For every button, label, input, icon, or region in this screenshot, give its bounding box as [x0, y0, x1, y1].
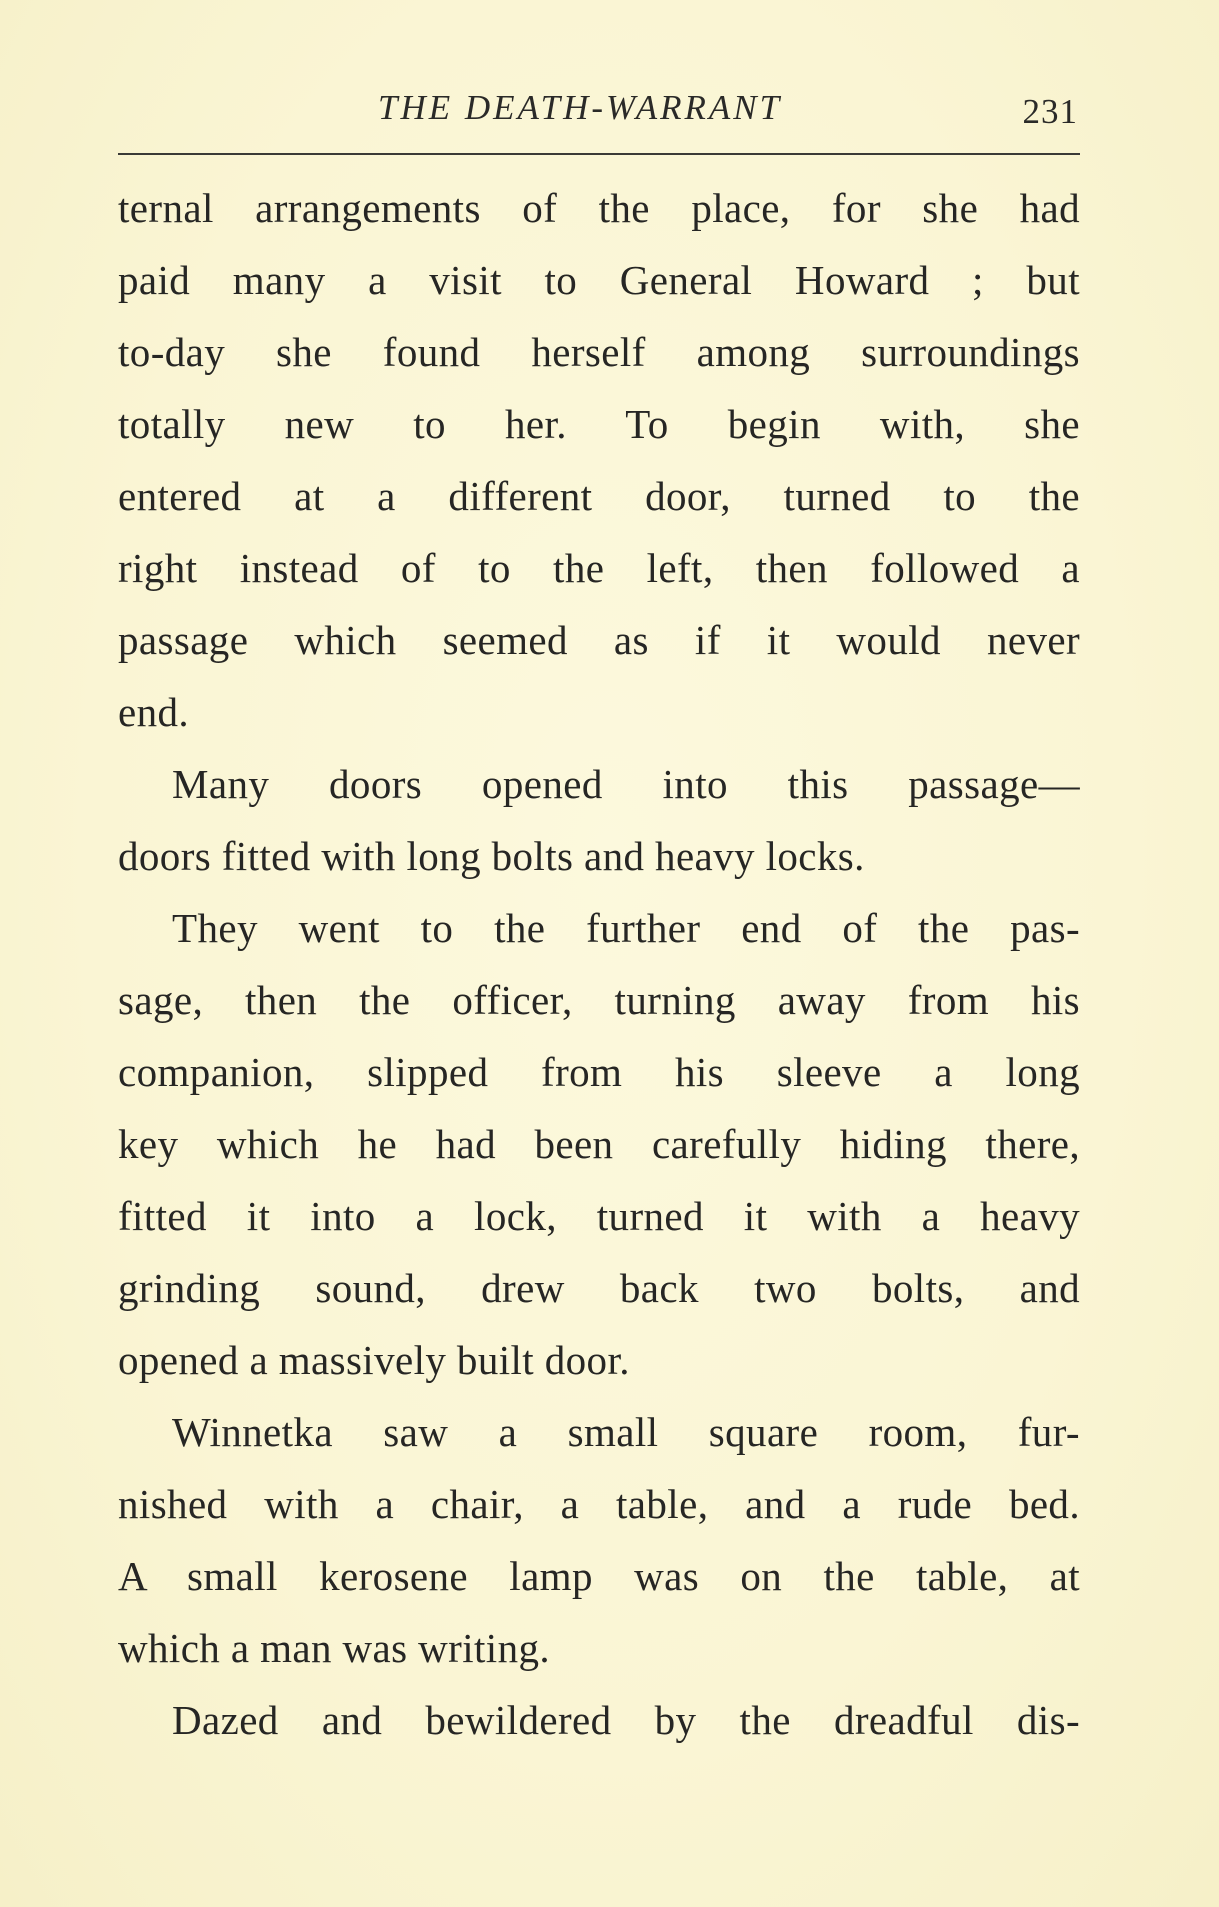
text-line: passage which seemed as if it would never	[118, 617, 1080, 663]
text-line: key which he had been carefully hiding there,	[118, 1121, 1080, 1167]
text-line: grinding sound, drew back two bolts, and	[118, 1265, 1080, 1311]
body-text	[118, 172, 1080, 1756]
text-line: opened a massively built door.	[118, 1337, 630, 1383]
text-line: to-day she found herself among surroundings	[118, 329, 1080, 375]
text-line: A small kerosene lamp was on the table, at	[118, 1553, 1080, 1599]
text-line: nished with a chair, a table, and a rude bed.	[118, 1481, 1080, 1527]
header-rule	[118, 153, 1080, 155]
text-line: which a man was writing.	[118, 1625, 551, 1671]
text-line: paid many a visit to General Howard ; but	[118, 257, 1080, 303]
text-line: Winnetka saw a small square room, fur-	[172, 1409, 1080, 1455]
text-line: sage, then the officer, turning away from his	[118, 977, 1080, 1023]
text-line: right instead of to the left, then followed a	[118, 545, 1080, 591]
running-title: THE DEATH-WARRANT	[378, 88, 783, 127]
text-line: fitted it into a lock, turned it with a heavy	[118, 1193, 1080, 1239]
text-line: Many doors opened into this passage—	[172, 761, 1080, 807]
page-number: 231	[1022, 92, 1078, 131]
text-line: companion, slipped from his sleeve a long	[118, 1049, 1080, 1095]
text-line: ternal arrangements of the place, for she had	[118, 185, 1080, 231]
text-line: Dazed and bewildered by the dreadful dis-	[172, 1697, 1080, 1743]
running-header	[118, 88, 1078, 138]
text-line: end.	[118, 689, 190, 735]
text-line: entered at a different door, turned to the	[118, 473, 1080, 519]
text-line: They went to the further end of the pas-	[172, 905, 1080, 951]
text-line: totally new to her. To begin with, she	[118, 401, 1080, 447]
text-line: doors fitted with long bolts and heavy locks.	[118, 833, 865, 879]
